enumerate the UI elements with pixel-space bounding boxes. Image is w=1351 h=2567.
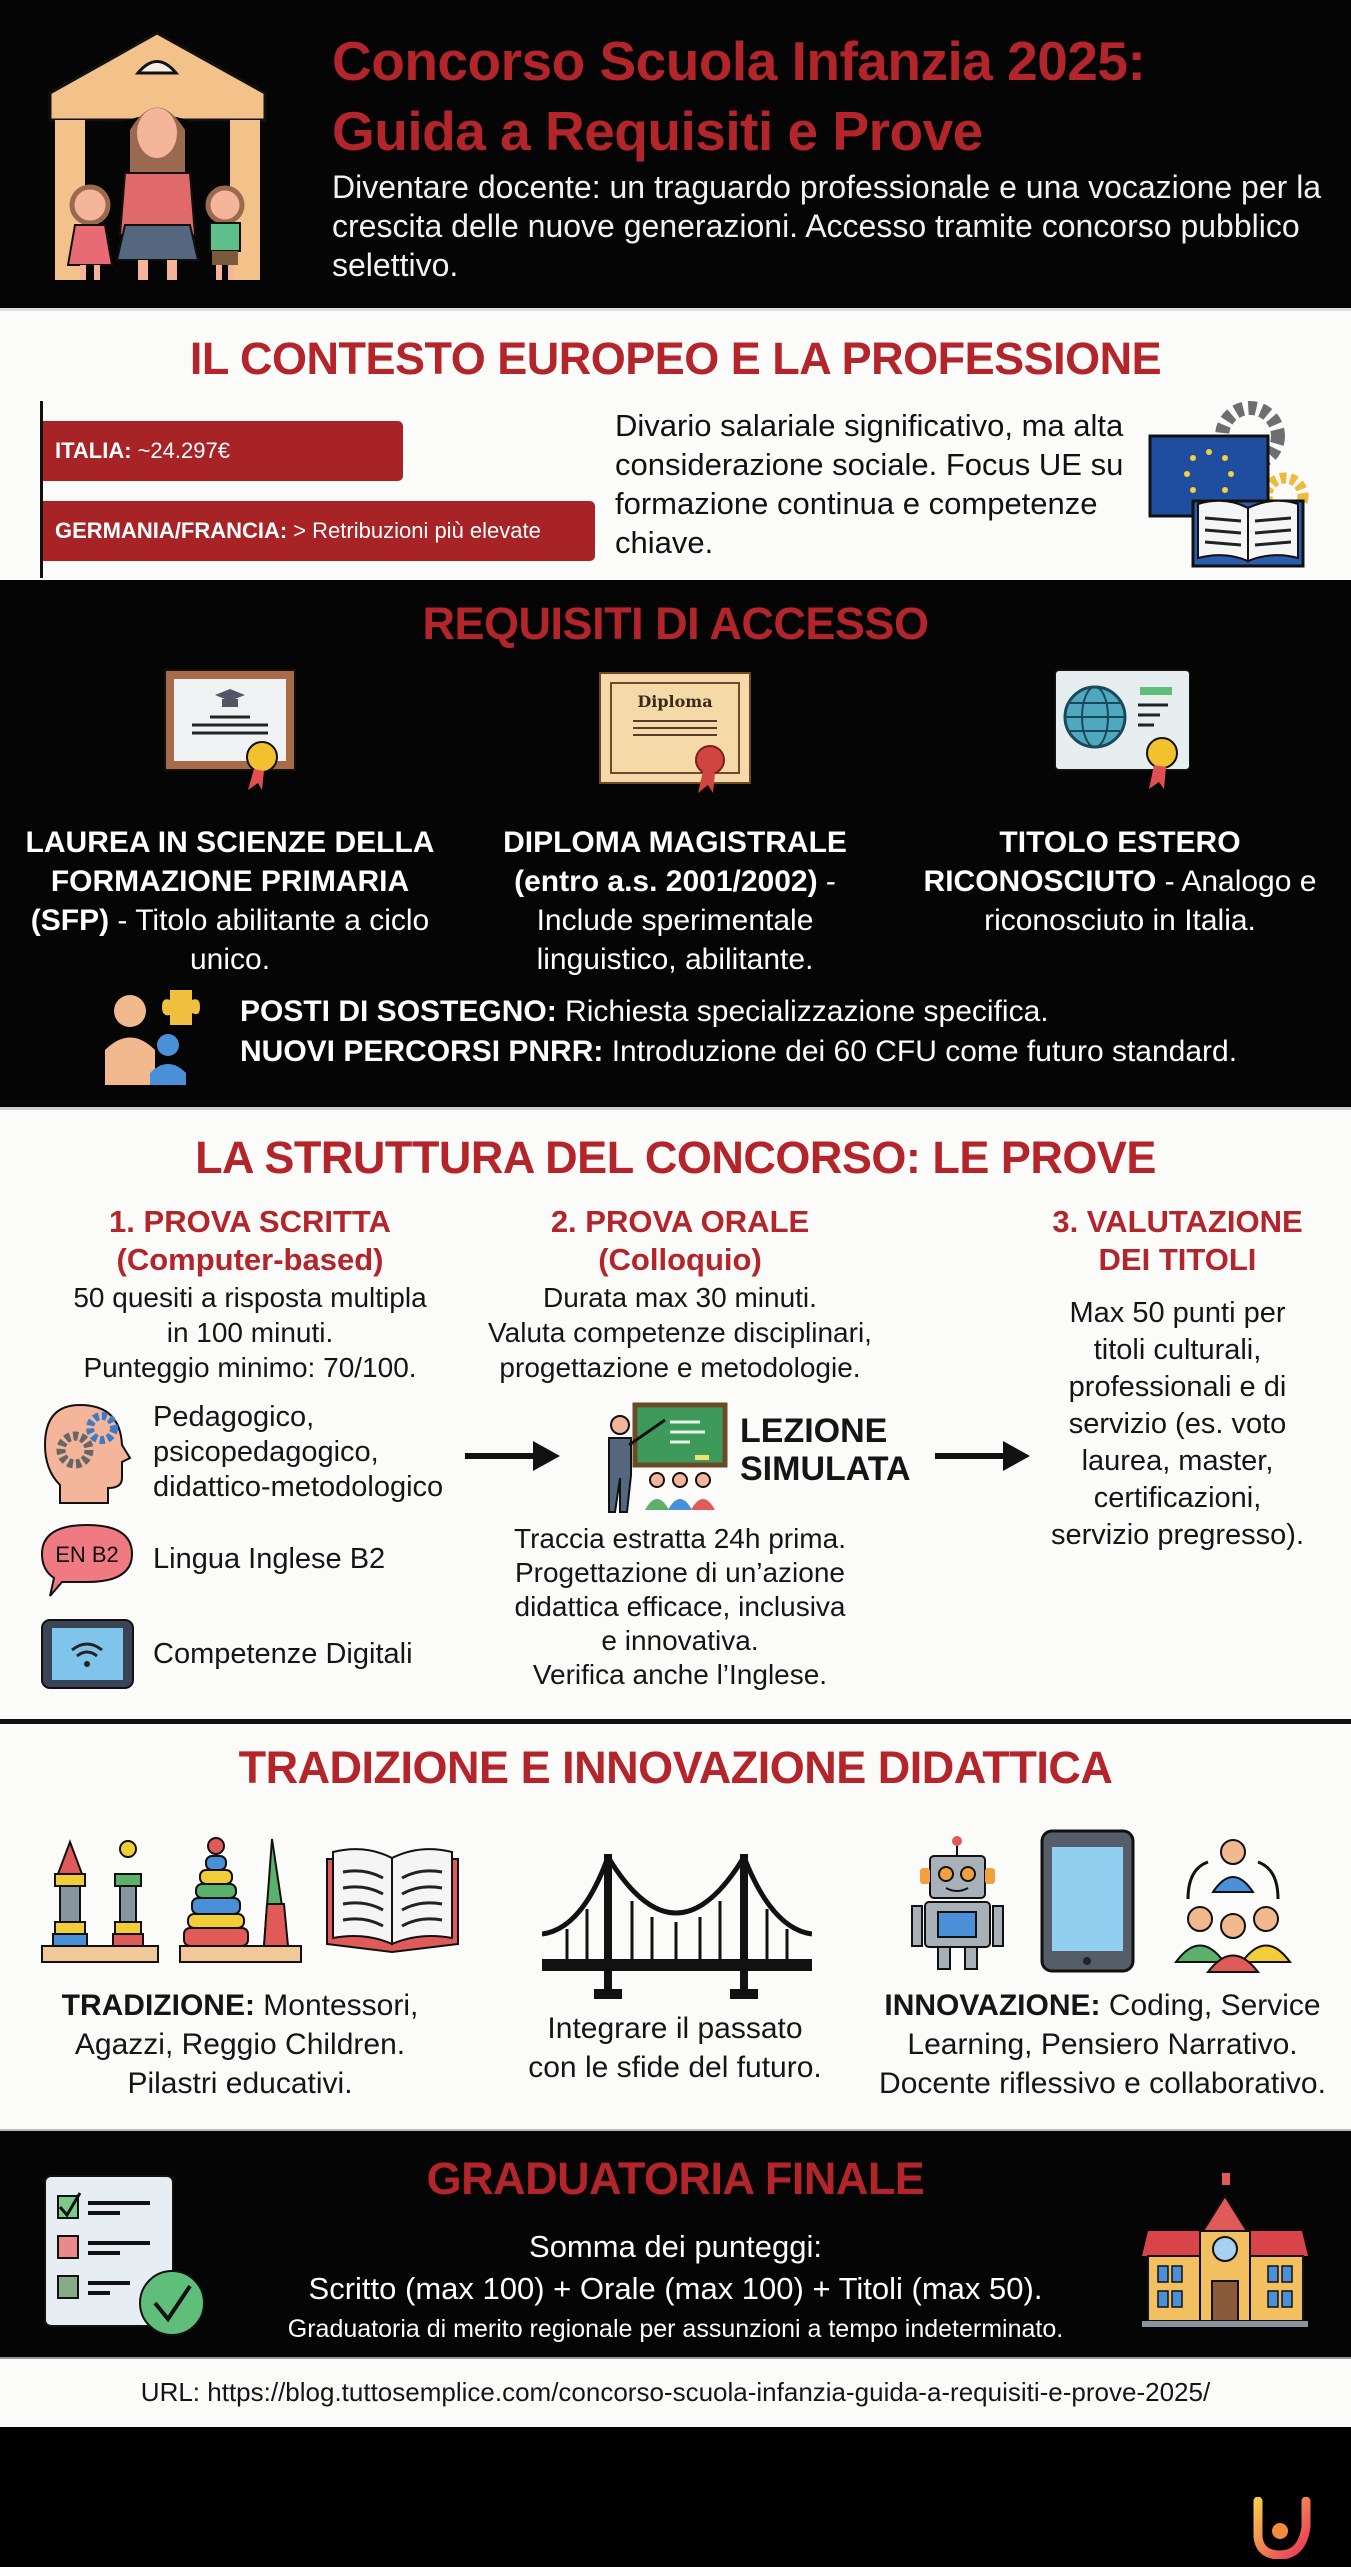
tradition-text: TRADIZIONE: Montessori, Agazzi, Reggio Children. Pilastri educativi. (61, 1989, 419, 2100)
section-title: REQUISITI DI ACCESSO (422, 598, 929, 649)
ranking-formula: Scritto (max 100) + Orale (max 100) + Titoli (max 50). (308, 2271, 1043, 2306)
tablet-icon (1040, 1829, 1135, 1974)
tablet-wifi-icon (40, 1618, 135, 1690)
stacking-rings-icon (178, 1834, 303, 1964)
written-exam-heading: 1. PROVA SCRITTA (Computer-based) (109, 1204, 391, 1277)
oral-exam-desc: Durata max 30 minuti. Valuta competenze disciplinari, progettazione e metodologie. (488, 1282, 872, 1383)
title-line-2: Guida a Requisiti e Prove (332, 100, 983, 162)
bar-label: ITALIA: (55, 438, 132, 463)
graduation-certificate-icon (160, 665, 300, 795)
svg-text:EN B2: EN B2 (55, 1542, 119, 1567)
european-context-section (0, 308, 1351, 580)
topic-digital: Competenze Digitali (40, 1618, 413, 1690)
exam-structure-section (0, 1107, 1351, 1719)
section-title: GRADUATORIA FINALE (426, 2153, 925, 2204)
requirement-title: DIPLOMA MAGISTRALE (entro a.s. 2001/2002) (503, 826, 847, 898)
written-exam-desc: 50 quesiti a risposta multipla in 100 minuti. Punteggio minimo: 70/100. (73, 1282, 427, 1383)
requirement-desc: - Titolo abilitante a ciclo unico. (109, 904, 430, 976)
section-title: TRADIZIONE E INNOVAZIONE DIDATTICA (238, 1742, 1113, 1793)
requirement-desc: - Include sperimentale linguistico, abilitante. (536, 865, 836, 976)
speech-bubble-en-b2-icon (40, 1522, 135, 1597)
requirement-sfp (20, 665, 440, 979)
simulated-lesson-label: LEZIONE SIMULATA (740, 1412, 911, 1488)
requirement-title: LAUREA IN SCIENZE DELLA FORMAZIONE PRIMARIA (SFP) (25, 826, 435, 937)
support-people-puzzle-icon (100, 985, 210, 1085)
source-url[interactable]: URL: https://blog.tuttosemplice.com/concorso-scuola-infanzia-guida-a-requisiti-e-prove-2025/ (140, 2377, 1211, 2407)
requirements-notes (240, 992, 1237, 1072)
teacher-with-children-school-icon (40, 25, 275, 285)
head-gears-icon (40, 1400, 135, 1505)
header-section (0, 0, 1351, 308)
page-title (332, 26, 1332, 166)
note-support-posts: POSTI DI SOSTEGNO: Richiesta specializzazione specifica. (240, 995, 1049, 1028)
teacher-blackboard-class-icon (605, 1400, 730, 1515)
diploma-icon (595, 665, 755, 795)
brand-logo-icon (1250, 2497, 1312, 2559)
open-book-icon (325, 1844, 460, 1954)
bar-value: ~24.297€ (137, 438, 230, 463)
europe-description: Divario salariale significativo, ma alta considerazione sociale. Focus UE su formazione continua e competenze chiave. (615, 408, 1124, 560)
page-subtitle: Diventare docente: un traguardo professionale e una vocazione per la crescita delle nuove generazioni. Accesso tramite concorso pubblico selettivo. (332, 169, 1322, 283)
requirements-section (0, 580, 1351, 1107)
requirement-desc: - Analogo e riconosciuto in Italia. (984, 865, 1317, 937)
bridge-icon (542, 1849, 812, 2004)
topic-english: EN B2 Lingua Inglese B2 (40, 1522, 385, 1597)
globe-certificate-icon (1050, 665, 1190, 795)
arrow-right-icon (465, 1441, 560, 1471)
integration-text: Integrare il passato con le sfide del futuro. (528, 2012, 822, 2084)
innovation-text: INNOVAZIONE: Coding, Service Learning, Pensiero Narrativo. Docente riflessivo e collaborativo. (879, 1989, 1326, 2100)
salary-bar-germany-france (43, 501, 595, 561)
tradition-innovation-section (0, 1724, 1351, 2129)
ranking-line-1: Somma dei punteggi: (529, 2229, 822, 2264)
titles-evaluation-desc: Max 50 punti per titoli culturali, professionali e di servizio (es. voto laurea, master, certificazioni, servizio pregresso). (1050, 1297, 1305, 1551)
robot-icon (910, 1834, 1005, 1974)
title-line-1: Concorso Scuola Infanzia 2025: (332, 30, 1146, 92)
oral-exam-heading: 2. PROVA ORALE (Colloquio) (550, 1204, 810, 1277)
montessori-towers-icon (40, 1834, 160, 1964)
footer-section (0, 2427, 1351, 2567)
eu-flag-book-gears-icon (1135, 396, 1315, 571)
requirement-title: TITOLO ESTERO RICONOSCIUTO (923, 826, 1241, 898)
section-title: LA STRUTTURA DEL CONCORSO: LE PROVE (195, 1132, 1156, 1183)
collaboration-group-icon (1168, 1834, 1298, 1974)
topic-pedagogy: Pedagogico, psicopedagogico, didattico-metodologico (40, 1400, 443, 1505)
source-url-section (0, 2357, 1351, 2427)
final-ranking-section (0, 2129, 1351, 2357)
titles-evaluation-heading: 3. VALUTAZIONE DEI TITOLI (1052, 1204, 1303, 1277)
ranking-note: Graduatoria di merito regionale per assunzioni a tempo indeterminato. (287, 2315, 1064, 2343)
requirement-diploma (465, 665, 885, 979)
svg-text:Diploma: Diploma (637, 692, 713, 711)
school-building-icon (1140, 2171, 1310, 2331)
arrow-right-icon (935, 1441, 1030, 1471)
section-title: IL CONTESTO EUROPEO E LA PROFESSIONE (189, 333, 1162, 384)
salary-bar-italy (43, 421, 403, 481)
bar-value: > Retribuzioni più elevate (293, 518, 541, 543)
oral-exam-details: Traccia estratta 24h prima. Progettazione di un’azione didattica efficace, inclusiva e innovativa. Verifica anche l’Inglese. (514, 1523, 846, 1690)
requirement-foreign-title (910, 665, 1330, 940)
note-pnrr: NUOVI PERCORSI PNRR: Introduzione dei 60 CFU come futuro standard. (240, 1035, 1238, 1068)
bar-label: GERMANIA/FRANCIA: (55, 518, 288, 543)
